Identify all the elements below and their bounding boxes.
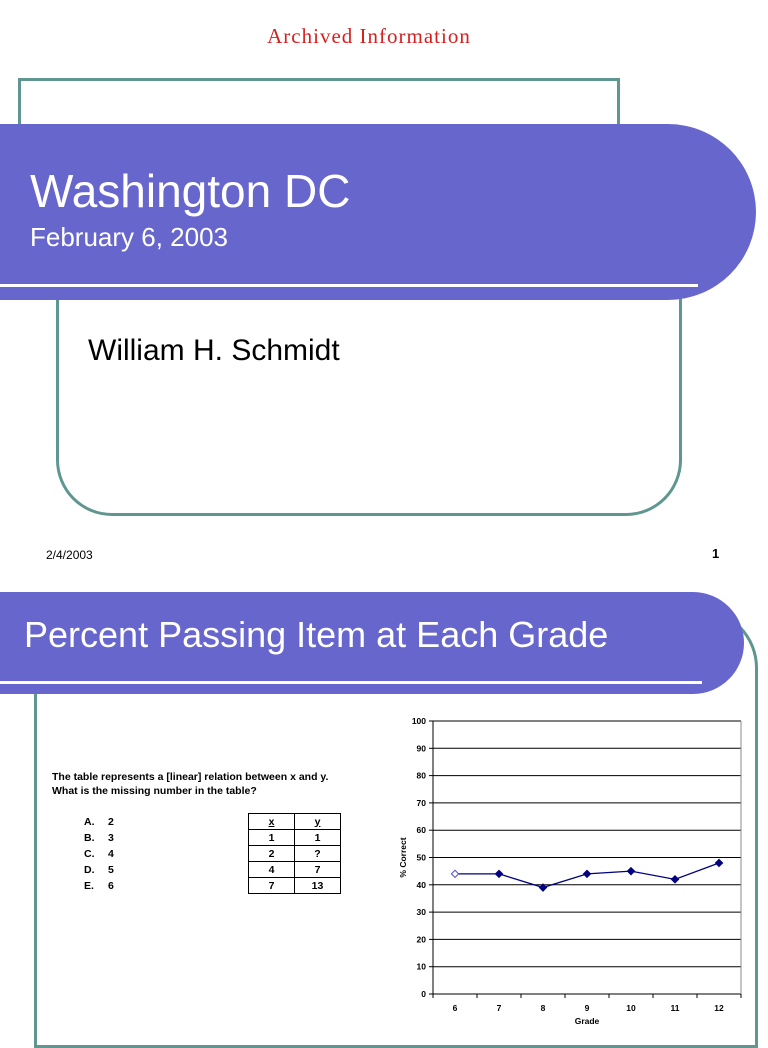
x-tick-label: 9	[584, 1003, 590, 1013]
x-tick-label: 6	[452, 1003, 458, 1013]
table-cell-x: 1	[249, 830, 295, 846]
y-tick-label: 40	[416, 879, 426, 890]
percent-correct-line-chart	[390, 710, 760, 1024]
option-value: 3	[108, 832, 114, 844]
x-tick-label: 12	[714, 1003, 724, 1013]
table-header-x: x	[249, 814, 295, 830]
data-point	[451, 870, 458, 877]
y-tick-label: 20	[416, 934, 426, 945]
data-point	[671, 876, 678, 883]
slide-1-banner-divider	[0, 284, 698, 287]
question-text	[52, 770, 328, 798]
y-tick-label: 80	[416, 770, 426, 781]
table-header-row	[249, 814, 341, 830]
option-value: 6	[108, 880, 114, 892]
x-tick-label: 8	[540, 1003, 546, 1013]
xy-relation-table	[248, 813, 341, 894]
archived-information-label: Archived Information	[267, 24, 471, 48]
question-line-2: What is the missing number in the table?	[52, 785, 257, 797]
option-letter: D.	[84, 864, 95, 876]
answer-option-c	[84, 846, 114, 862]
option-letter: E.	[84, 880, 94, 892]
y-tick-label: 30	[416, 907, 426, 918]
slide-1-title: Washington DC	[30, 165, 351, 217]
y-tick-label: 100	[411, 716, 426, 726]
option-letter: A.	[84, 816, 95, 828]
slide-2-banner-divider	[0, 681, 702, 684]
table-cell-y: 1	[295, 830, 341, 846]
slide-1-body-frame	[56, 292, 682, 516]
answer-option-a	[84, 814, 114, 830]
data-point	[583, 870, 590, 877]
data-point	[715, 859, 722, 866]
x-tick-label: 11	[670, 1003, 680, 1013]
table-row	[249, 878, 341, 894]
answer-options	[84, 814, 114, 894]
slide-1-author: William H. Schmidt	[88, 334, 340, 367]
y-tick-label: 70	[416, 797, 426, 808]
question-line-1: The table represents a [linear] relation between x and y.	[52, 771, 329, 783]
y-tick-label: 50	[416, 852, 426, 863]
y-tick-label: 60	[416, 825, 426, 836]
table-header-y: y	[295, 814, 341, 830]
option-value: 4	[108, 848, 114, 860]
answer-option-d	[84, 862, 114, 878]
option-letter: C.	[84, 848, 95, 860]
x-axis-title: Grade	[574, 1016, 600, 1024]
table-cell-y: ?	[295, 846, 341, 862]
table-row	[249, 862, 341, 878]
table-row	[249, 830, 341, 846]
table-cell-x: 7	[249, 878, 295, 894]
option-letter: B.	[84, 832, 95, 844]
y-tick-label: 10	[416, 961, 426, 972]
slide-1-page-number: 1	[712, 546, 720, 561]
y-tick-label: 0	[421, 989, 426, 999]
data-point	[627, 868, 634, 875]
option-value: 5	[108, 864, 114, 876]
y-tick-label: 90	[416, 743, 426, 754]
slide-2-title: Percent Passing Item at Each Grade	[24, 614, 609, 655]
slide-1-subtitle: February 6, 2003	[30, 222, 229, 252]
slide-1-footer-date: 2/4/2003	[46, 548, 93, 562]
table-cell-y: 13	[295, 878, 341, 894]
x-tick-label: 7	[496, 1003, 502, 1013]
table-cell-x: 2	[249, 846, 295, 862]
table-row	[249, 846, 341, 862]
answer-option-e	[84, 878, 114, 894]
table-cell-y: 7	[295, 862, 341, 878]
answer-option-b	[84, 830, 114, 846]
table-cell-x: 4	[249, 862, 295, 878]
x-tick-label: 10	[626, 1003, 636, 1013]
y-axis-title: % Correct	[398, 837, 408, 878]
data-point	[495, 870, 502, 877]
option-value: 2	[108, 816, 114, 828]
